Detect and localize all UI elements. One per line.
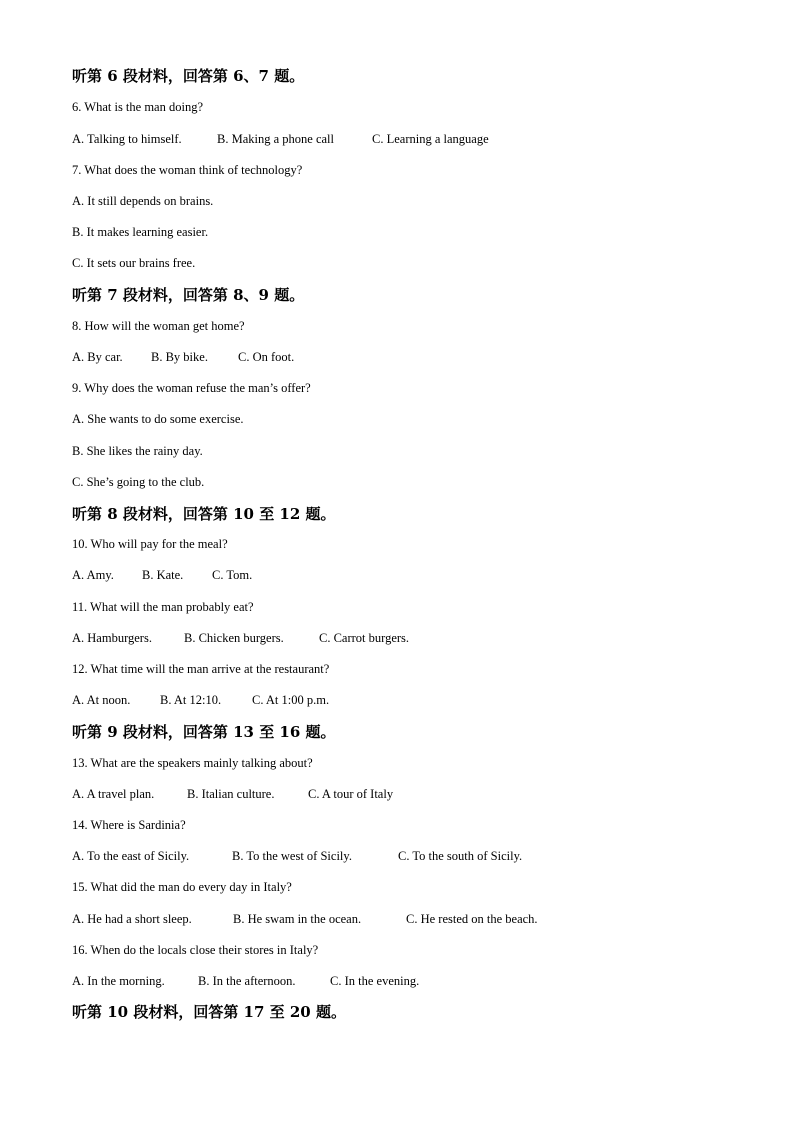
option-b: B. Making a phone call: [217, 132, 334, 146]
section-heading: 听第 6 段材料，回答第 6、7 题。: [72, 67, 305, 85]
option-c: C. Tom.: [212, 568, 253, 582]
option-a: A. In the morning.: [72, 974, 165, 988]
option-b: B. Chicken burgers.: [184, 631, 284, 645]
option-c: C. He rested on the beach.: [406, 912, 538, 926]
option-c: C. To the south of Sicily.: [398, 849, 523, 863]
section-heading: 听第 9 段材料，回答第 13 至 16 题。: [72, 723, 336, 741]
question-text: 8. How will the woman get home?: [72, 319, 245, 333]
option-a: A. It still depends on brains.: [72, 194, 214, 208]
option-c: C. In the evening.: [330, 974, 420, 988]
option-c: C. It sets our brains free.: [72, 256, 196, 270]
option-c: C. On foot.: [238, 350, 295, 364]
option-c: C. Learning a language: [372, 132, 489, 146]
question-text: 15. What did the man do every day in Italy?: [72, 880, 292, 894]
option-b: B. It makes learning easier.: [72, 225, 209, 239]
option-a: A. Hamburgers.: [72, 631, 152, 645]
option-c: C. She’s going to the club.: [72, 475, 205, 489]
question-text: 7. What does the woman think of technology?: [72, 163, 303, 177]
option-a: A. At noon.: [72, 693, 131, 707]
section-heading: 听第 7 段材料，回答第 8、9 题。: [72, 286, 305, 304]
option-a: A. He had a short sleep.: [72, 912, 192, 926]
option-c: C. Carrot burgers.: [319, 631, 410, 645]
option-b: B. To the west of Sicily.: [232, 849, 352, 863]
option-b: B. Italian culture.: [187, 787, 275, 801]
option-b: B. Kate.: [142, 568, 184, 582]
option-b: B. By bike.: [151, 350, 208, 364]
option-a: A. Talking to himself.: [72, 132, 182, 146]
option-a: A. A travel plan.: [72, 787, 155, 801]
option-b: B. In the afternoon.: [198, 974, 296, 988]
option-a: A. To the east of Sicily.: [72, 849, 190, 863]
section-heading: 听第 10 段材料，回答第 17 至 20 题。: [72, 1003, 346, 1021]
question-text: 16. When do the locals close their stores in Italy?: [72, 943, 319, 957]
question-text: 14. Where is Sardinia?: [72, 818, 186, 832]
option-a: A. She wants to do some exercise.: [72, 412, 244, 426]
option-a: A. Amy.: [72, 568, 114, 582]
question-text: 9. Why does the woman refuse the man’s offer?: [72, 381, 311, 395]
question-text: 11. What will the man probably eat?: [72, 600, 254, 614]
question-text: 12. What time will the man arrive at the restaurant?: [72, 662, 330, 676]
option-b: B. He swam in the ocean.: [233, 912, 362, 926]
section-heading: 听第 8 段材料，回答第 10 至 12 题。: [72, 505, 336, 523]
option-b: B. At 12:10.: [160, 693, 222, 707]
question-text: 10. Who will pay for the meal?: [72, 537, 228, 551]
question-text: 6. What is the man doing?: [72, 100, 203, 114]
option-a: A. By car.: [72, 350, 123, 364]
option-c: C. At 1:00 p.m.: [252, 693, 330, 707]
question-text: 13. What are the speakers mainly talking about?: [72, 756, 313, 770]
option-c: C. A tour of Italy: [308, 787, 394, 801]
option-b: B. She likes the rainy day.: [72, 444, 203, 458]
